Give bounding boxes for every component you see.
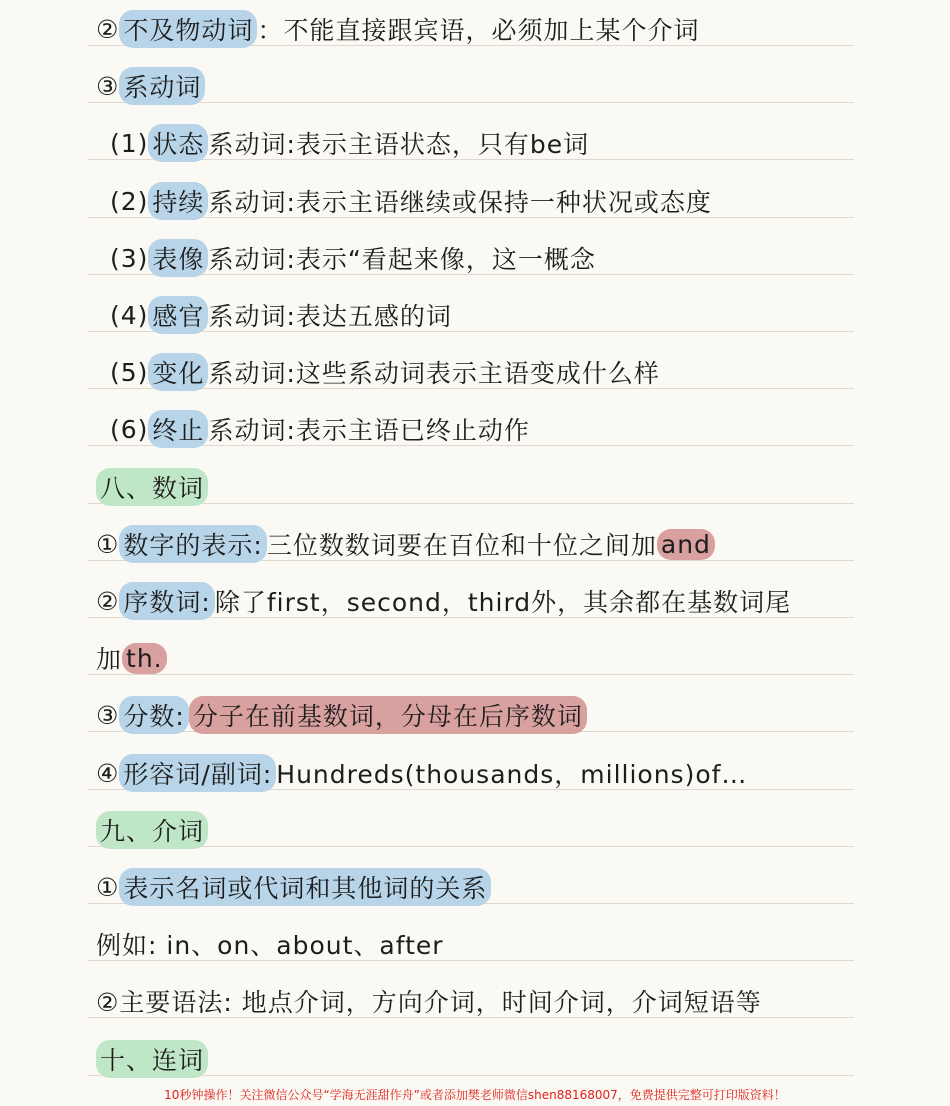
highlight-red: 分子在前基数词，分母在后序数词 [189,696,587,734]
highlight-blue: 感官 [148,296,208,334]
text-run: 除了first，second，third外，其余都在基数词尾 [214,588,792,617]
text-run: 系动词:这些系动词表示主语变成什么样 [208,359,660,388]
text-run: 加 [96,645,123,674]
text-run: (2) [110,186,149,216]
note-line-l18 [96,981,762,1021]
note-line-l3 [110,123,589,163]
highlight-blue: 系动词 [119,67,205,105]
highlight-blue: 序数词: [119,582,214,620]
note-line-l14 [96,753,747,793]
note-line-l11 [96,581,791,621]
highlight-blue: 表像 [148,239,208,277]
text-run: ② [96,14,120,44]
note-line-l7 [110,352,660,392]
text-run: (1) [110,128,149,158]
highlight-blue: 分数: [119,696,188,734]
text-run: 系动词:表示主语状态，只有be词 [208,130,590,159]
note-line-l10 [96,524,715,564]
text-run: ②主要语法: 地点介词，方向介词，时间介词，介词短语等 [96,988,762,1017]
text-run: 系动词:表示主语已终止动作 [208,416,530,445]
text-run: ① [96,872,120,902]
text-run: (5) [110,357,149,387]
highlight-blue: 变化 [148,353,208,391]
note-line-l15 [96,810,208,850]
highlight-blue: 表示名词或代词和其他词的关系 [119,868,491,906]
highlight-green: 八、数词 [96,468,208,506]
note-line-l6 [110,295,452,335]
promo-footer: 10秒钟操作！关注微信公众号“学海无涯甜作舟”或者添加樊老师微信shen88168007，免费提供完整可打印版资料！ [164,1088,786,1102]
highlight-blue: 形容词/副词: [119,754,276,792]
text-run: ④ [96,758,120,788]
text-run: (3) [110,243,149,273]
text-run: Hundreds(thousands，millions)of… [276,760,748,789]
highlight-blue: 持续 [148,182,208,220]
text-run: 系动词:表达五感的词 [208,302,452,331]
text-run: (6) [110,414,149,444]
highlight-red: th. [122,643,167,674]
highlight-green: 九、介词 [96,811,208,849]
highlight-blue: 终止 [148,410,208,448]
ruled-line [88,674,854,675]
note-line-l2 [96,66,205,106]
text-run: (4) [110,300,149,330]
note-line-l12 [96,638,167,678]
note-line-l4 [110,181,712,221]
text-run: ③ [96,700,120,730]
text-run: ① [96,529,120,559]
note-line-l17 [96,924,444,964]
text-run: 例如: in、on、about、after [96,931,444,960]
note-line-l9 [96,467,208,507]
note-line-l5 [110,238,596,278]
note-line-l1 [96,9,699,49]
note-line-l19 [96,1039,208,1079]
note-line-l16 [96,867,491,907]
text-run: 三位数数词要在百位和十位之间加 [266,531,657,560]
text-run: ：不能直接跟宾语，必须加上某个介词 [257,16,700,45]
note-line-l13 [96,695,587,735]
text-run: 系动词:表示“看起来像，这一概念 [208,245,596,274]
text-run: ② [96,586,120,616]
text-run: ③ [96,71,120,101]
highlight-blue: 不及物动词 [119,10,257,48]
highlight-blue: 数字的表示: [119,525,266,563]
highlight-green: 十、连词 [96,1040,208,1078]
note-line-l8 [110,409,530,449]
highlight-red: and [657,529,715,560]
text-run: 系动词:表示主语继续或保持一种状况或态度 [208,188,712,217]
highlight-blue: 状态 [148,124,208,162]
